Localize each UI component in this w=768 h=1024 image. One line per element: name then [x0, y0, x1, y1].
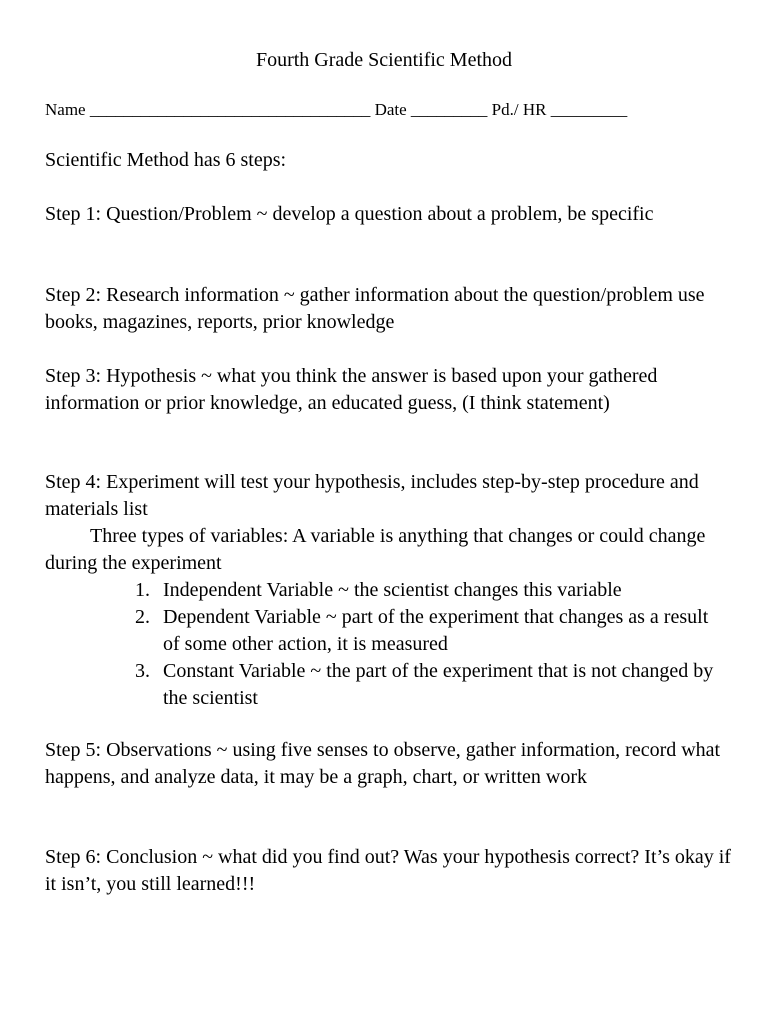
step-2-text: Step 2: Research information ~ gather information about the question/problem use books, magazines, reports, prior knowledge [45, 284, 705, 333]
step-4-block [45, 469, 735, 712]
list-item [45, 577, 723, 604]
name-date-period-line: Name _________________________________ Date _________ Pd./ HR _________ [45, 100, 628, 119]
list-item-number: 2. [135, 606, 150, 628]
list-item [45, 658, 723, 712]
list-item-number: 1. [135, 579, 150, 601]
variables-intro-text: Three types of variables: A variable is anything that changes or could change during the experiment [45, 525, 706, 574]
step-6-text: Step 6: Conclusion ~ what did you find out? Was your hypothesis correct? It’s okay if it isn’t, you still learned!!! [45, 846, 731, 895]
step-4-text: Step 4: Experiment will test your hypothesis, includes step-by-step procedure and materials list [45, 471, 699, 520]
step-1-text: Step 1: Question/Problem ~ develop a question about a problem, be specific [45, 203, 654, 225]
list-item-text: Dependent Variable ~ part of the experiment that changes as a result of some other action, it is measured [163, 606, 709, 655]
list-item-number: 3. [135, 660, 150, 682]
step-5-text: Step 5: Observations ~ using five senses to observe, gather information, record what happens, and analyze data, it may be a graph, chart, or written work [45, 739, 721, 788]
variables-list [45, 577, 735, 712]
list-item-text: Independent Variable ~ the scientist changes this variable [163, 579, 622, 601]
page-title: Fourth Grade Scientific Method [255, 49, 513, 71]
list-item-text: Constant Variable ~ the part of the experiment that is not changed by the scientist [163, 660, 714, 709]
step-3-text: Step 3: Hypothesis ~ what you think the answer is based upon your gathered information or prior knowledge, an educated guess, (I think statement) [45, 365, 658, 414]
intro-text: Scientific Method has 6 steps: [45, 149, 287, 171]
list-item [45, 604, 723, 658]
